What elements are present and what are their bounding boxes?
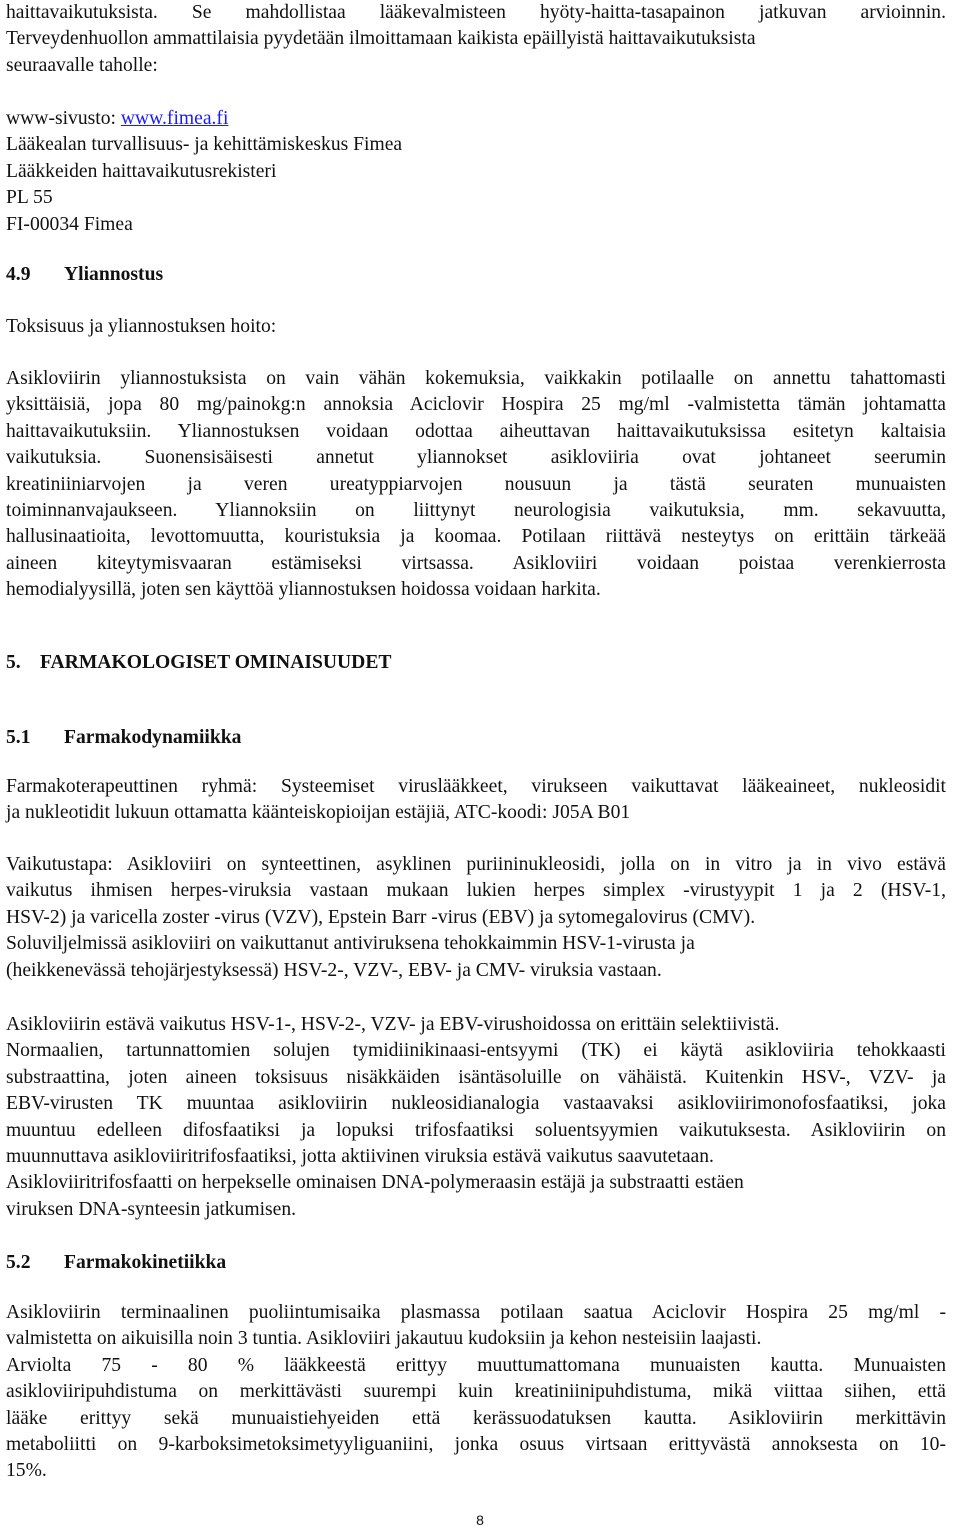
text-line: muunnuttava asikloviiritrifosfaatiksi, jotta aktiivinen viruksia estävä vaikutus saavutetaan. — [6, 1145, 714, 1167]
text-line: substraattina, joten aineen toksisuus nisäkkäiden isäntäsoluille on vähäistä. Kuitenkin HSV-, VZV- ja — [6, 1066, 946, 1088]
section-heading-5 — [6, 650, 946, 676]
section-title: FARMAKOLOGISET OMINAISUUDET — [40, 652, 392, 673]
text-line: Asikloviirin yliannostuksista on vain vähän kokemuksia, vaikkakin potilaalle on annettu tahattomasti — [6, 368, 946, 389]
pharmacotherapeutic-group-paragraph — [6, 774, 946, 827]
text-line: seuraavalle taholle: — [6, 54, 158, 76]
text-line: lääke erittyy sekä munuaistiehyeiden että kerässuodatuksen kautta. Asikloviirin merkittävin — [6, 1407, 946, 1429]
text-line: 15%. — [6, 1460, 47, 1482]
text-line: yksittäisiä, jopa 80 mg/painokg:n annoksia Aciclovir Hospira 25 mg/ml -valmistetta tämän johtamatta — [6, 394, 946, 416]
text-line: Asikloviiritrifosfaatti on herpekselle ominaisen DNA-polymeraasin estäjä ja substraatti estäen — [6, 1172, 744, 1194]
text-line: Asikloviirin terminaalinen puoliintumisaika plasmassa potilaan saatua Aciclovir Hospira 25 mg/ml - — [6, 1302, 946, 1323]
section-number: 5. — [6, 652, 21, 673]
text-line: viruksen DNA-synteesin jatkumisen. — [6, 1198, 297, 1220]
text-line: Farmakoterapeuttinen ryhmä: Systeemiset viruslääkkeet, virukseen vaikuttavat lääkeaineet, nukleosidit — [6, 776, 946, 797]
contact-line: FI-00034 Fimea — [6, 213, 133, 235]
text-line: haittavaikutuksiin. Yliannostuksen voidaan odottaa aiheuttavan haittavaikutuksissa esitetyn kaltaisia — [6, 420, 946, 442]
text-line: valmistetta on aikuisilla noin 3 tuntia. Asikloviiri jakautuu kudoksiin ja kehon nesteisiin laajasti. — [6, 1328, 762, 1350]
text-line: metaboliitti on 9-karboksimetoksimetyyliguaniini, jonka osuus virtsaan erittyvästä annoksesta on 10- — [6, 1433, 946, 1455]
text-line: haittavaikutuksista. Se mahdollistaa lääkevalmisteen hyöty-haitta-tasapainon jatkuvan arvioinnin. — [6, 2, 946, 23]
text-line: vaikutuksia. Suonensisäisesti annetut yliannokset asikloviiria ovat johtaneet seerumin — [6, 447, 946, 469]
contact-block — [6, 106, 946, 238]
section-number: 5.1 — [6, 727, 31, 748]
text-line: hemodialyysillä, joten sen käyttöä yliannostuksen hoidossa voidaan harkita. — [6, 579, 601, 601]
text-line: kreatiniiniarvojen ja veren ureatyppiarvojen nousuun ja tästä seuraten munuaisten — [6, 473, 946, 495]
contact-line: PL 55 — [6, 187, 53, 209]
text-line: toiminnanvajaukseen. Yliannoksiin on liittynyt neurologisia vaikutuksia, mm. sekavuutta, — [6, 499, 946, 521]
text-line: ja nukleotidit lukuun ottamatta käänteiskopioijan estäjiä, ATC-koodi: J05A B01 — [6, 802, 631, 824]
overdose-paragraph — [6, 366, 946, 604]
text-line: asikloviiripuhdistuma on merkittävästi suurempi kuin kreatiniinipuhdistuma, mikä viittaa siihen, että — [6, 1381, 946, 1403]
section-number: 4.9 — [6, 264, 31, 285]
page-number: 8 — [476, 1512, 484, 1528]
text-line: Arviolta 75 - 80 % lääkkeestä erittyy muuttumattomana munuaisten kautta. Munuaisten — [6, 1354, 946, 1376]
section-heading-5-2 — [6, 1250, 946, 1276]
section-subtitle: Toksisuus ja yliannostuksen hoito: — [6, 316, 277, 337]
section-number: 5.2 — [6, 1252, 31, 1273]
section-title: Farmakokinetiikka — [64, 1252, 227, 1273]
contact-line: Lääkkeiden haittavaikutusrekisteri — [6, 160, 277, 182]
intro-paragraph — [6, 0, 946, 79]
text-line: Vaikutustapa: Asikloviiri on synteettinen, asyklinen puriininukleosidi, jolla on in vitro ja in vivo estävä — [6, 854, 946, 875]
section-heading-4-9 — [6, 262, 946, 288]
contact-line: Lääkealan turvallisuus- ja kehittämiskeskus Fimea — [6, 134, 403, 156]
text-line: Asikloviirin estävä vaikutus HSV-1-, HSV-2-, VZV- ja EBV-virushoidossa on erittäin selektiivistä. — [6, 1014, 780, 1035]
section-heading-5-1 — [6, 725, 946, 751]
website-label: www-sivusto: — [6, 108, 121, 129]
text-line: vaikutus ihmisen herpes-viruksia vastaan mukaan lukien herpes simplex -virustyypit 1 ja 2 (HSV-1, — [6, 880, 946, 902]
section-title: Farmakodynamiikka — [64, 727, 242, 748]
pharmacokinetics-paragraph — [6, 1300, 946, 1485]
text-line: HSV-2) ja varicella zoster -virus (VZV), Epstein Barr -virus (EBV) ja sytomegalovirus (CMV). — [6, 906, 756, 928]
website-line — [6, 106, 946, 132]
mechanism-paragraph — [6, 852, 946, 984]
text-line: Normaalien, tartunnattomien solujen tymidiinikinaasi-entsyymi (TK) ei käytä asikloviiria tehokkaasti — [6, 1040, 946, 1062]
text-line: Terveydenhuollon ammattilaisia pyydetään ilmoittamaan kaikista epäillyistä haittavaikutuksista — [6, 28, 756, 50]
text-line: (heikkenevässä tehojärjestyksessä) HSV-2-, VZV-, EBV- ja CMV- viruksia vastaan. — [6, 959, 662, 981]
selectivity-paragraph — [6, 1012, 946, 1223]
text-line: hallusinaatioita, levottomuutta, kouristuksia ja koomaa. Potilaan riittävä nesteytys on erittäin tärkeää — [6, 526, 946, 548]
section-title: Yliannostus — [64, 264, 164, 285]
text-line: muuntuu edelleen difosfaatiksi ja lopuksi trifosfaatiksi soluentsyymien vaikutuksesta. Asikloviirin on — [6, 1119, 946, 1141]
fimea-link[interactable]: www.fimea.fi — [120, 108, 229, 129]
text-line: EBV-virusten TK muuntaa asikloviirin nukleosidianalogia vastaavaksi asikloviirimonofosfaatiksi, joka — [6, 1093, 946, 1115]
text-line: aineen kiteytymisvaaran estämiseksi virtsassa. Asikloviiri voidaan poistaa verenkierrosta — [6, 552, 946, 574]
text-line: Soluviljelmissä asikloviiri on vaikuttanut antiviruksena tehokkaimmin HSV-1-virusta ja — [6, 933, 695, 955]
